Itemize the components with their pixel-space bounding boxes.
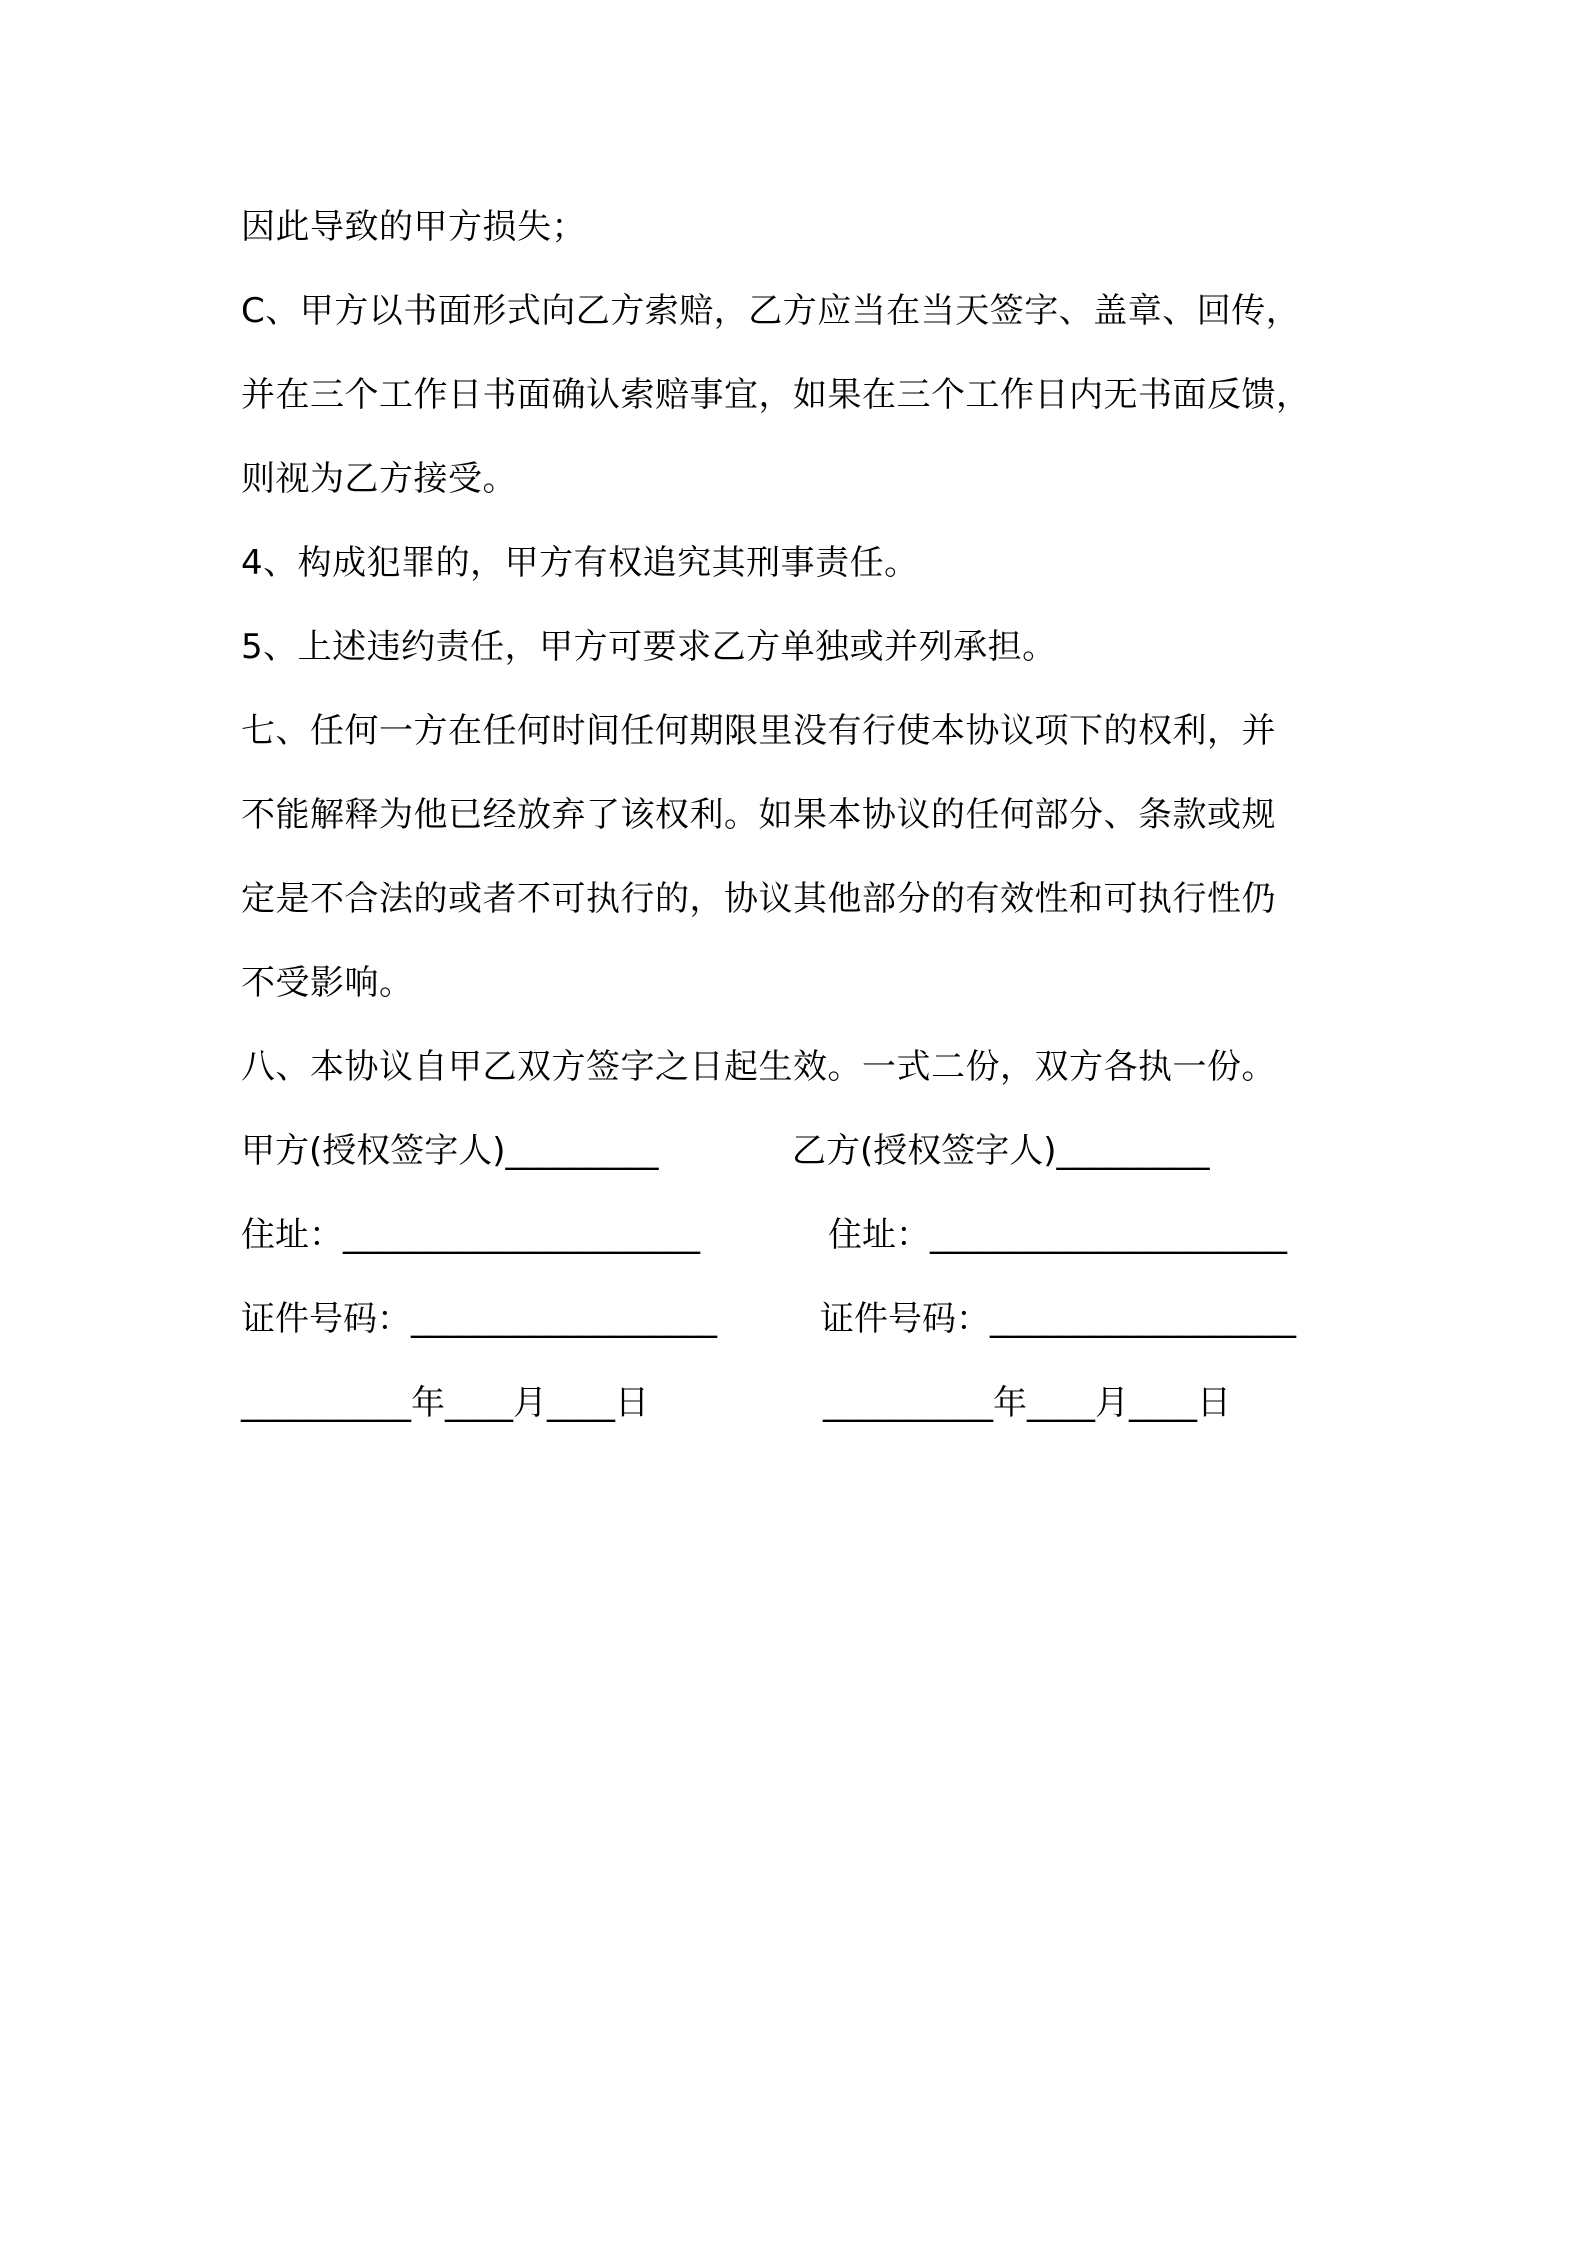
paragraph-line: 则视为乙方接受。 [241, 459, 517, 499]
paragraph-line: 4、构成犯罪的，甲方有权追究其刑事责任。 [241, 543, 919, 583]
date-row [0, 1381, 1586, 1425]
paragraph-line: 不能解释为他已经放弃了该权利。如果本协议的任何部分、条款或规 [241, 795, 1276, 835]
paragraph-line: C、甲方以书面形式向乙方索赔，乙方应当在当天签字、盖章、回传， [241, 291, 1301, 331]
party-a-signer: 甲方(授权签字人)_________ [241, 1131, 659, 1171]
paragraph-line: 5、上述违约责任，甲方可要求乙方单独或并列承担。 [241, 627, 1057, 667]
party-b-id-number: 证件号码：__________________ [820, 1299, 1296, 1339]
party-b-signer: 乙方(授权签字人)_________ [792, 1131, 1210, 1171]
paragraph-line: 定是不合法的或者不可执行的，协议其他部分的有效性和可执行性仍 [241, 879, 1276, 919]
party-b-date: __________年____月____日 [823, 1383, 1231, 1423]
paragraph-line: 七、任何一方在任何时间任何期限里没有行使本协议项下的权利，并 [241, 711, 1276, 751]
party-a-address: 住址：_____________________ [241, 1215, 700, 1255]
paragraph-line: 并在三个工作日书面确认索赔事宜，如果在三个工作日内无书面反馈， [241, 375, 1311, 415]
party-a-id-number: 证件号码：__________________ [241, 1299, 717, 1339]
signer-row [0, 1129, 1586, 1173]
party-b-address: 住址：_____________________ [828, 1215, 1287, 1255]
party-a-date: __________年____月____日 [241, 1383, 649, 1423]
address-row [0, 1213, 1586, 1257]
paragraph-line: 因此导致的甲方损失； [241, 207, 586, 247]
id-number-row [0, 1297, 1586, 1341]
paragraph-line: 不受影响。 [241, 963, 414, 1003]
paragraph-line: 八、本协议自甲乙双方签字之日起生效。一式二份，双方各执一份。 [241, 1047, 1276, 1087]
